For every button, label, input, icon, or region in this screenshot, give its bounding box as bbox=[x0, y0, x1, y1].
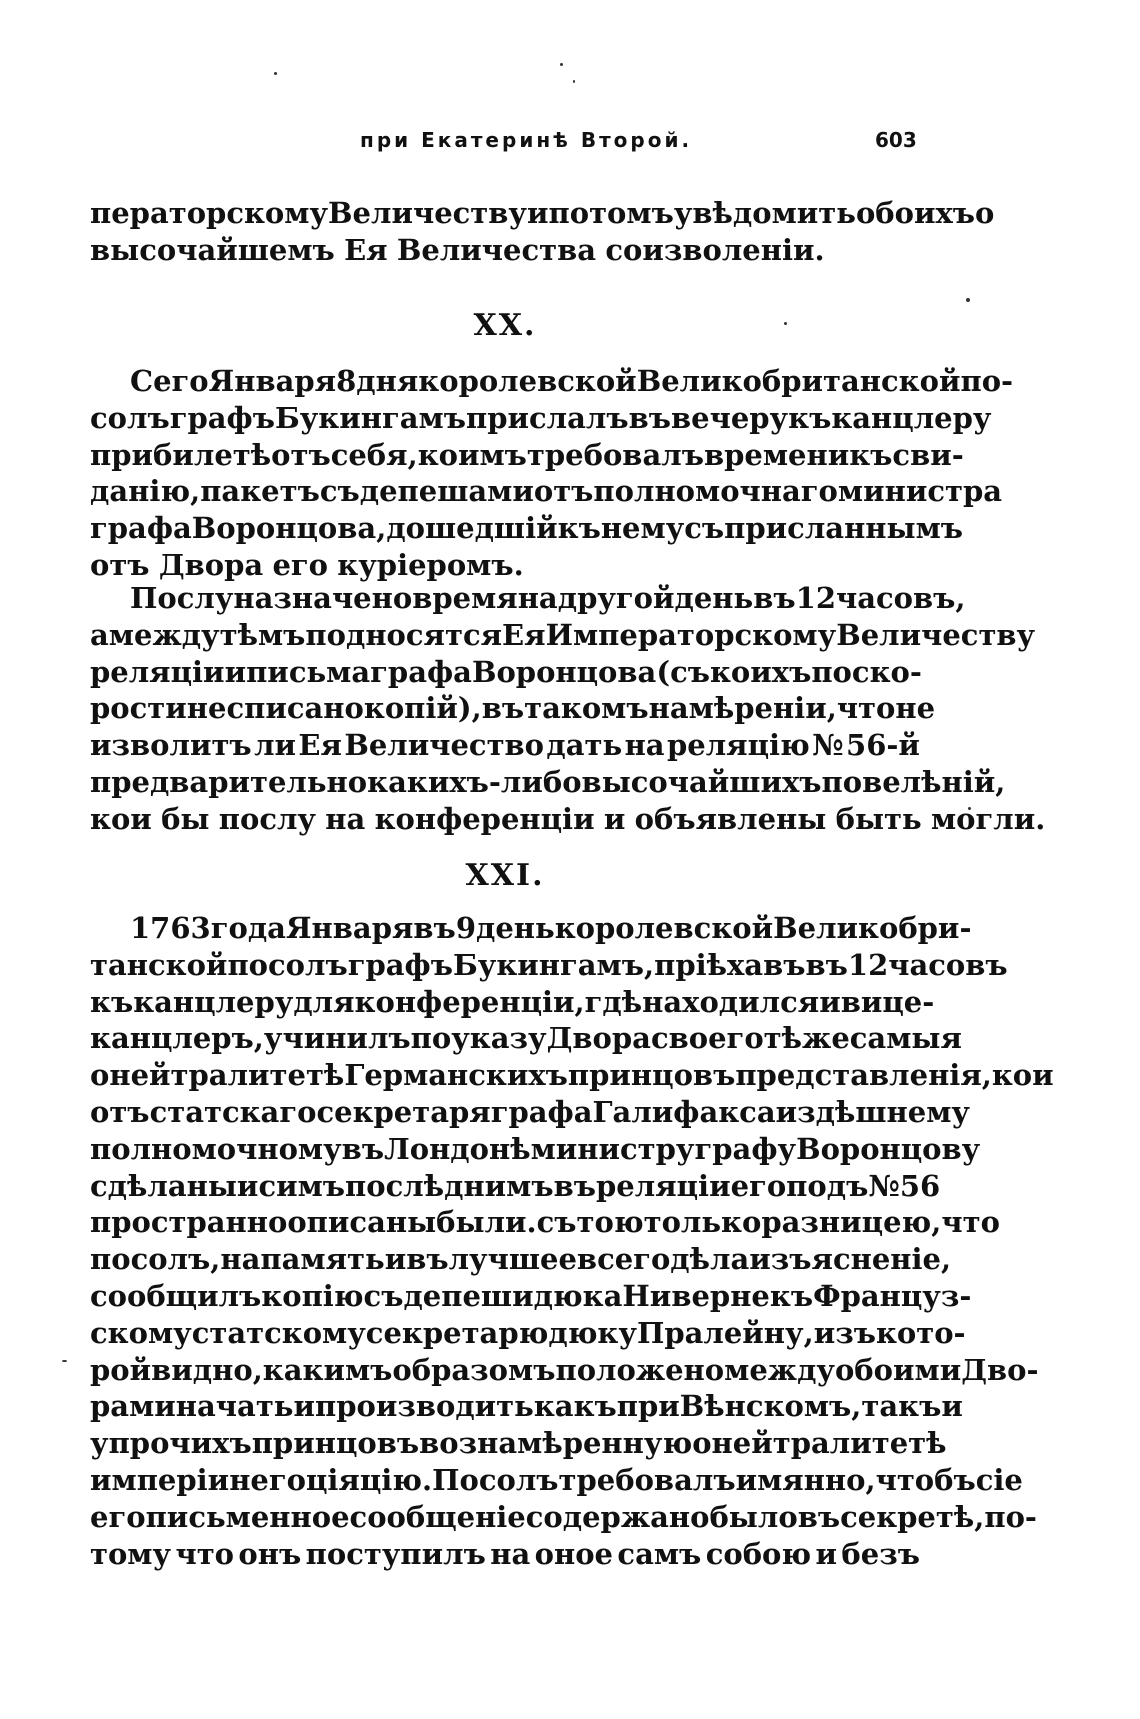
text-line: его письменное сообщеніе содержано было въ секретѣ, по- bbox=[90, 1499, 1037, 1534]
section-heading-xxi: XXI. bbox=[465, 858, 545, 893]
text-line: танской посолъ графъ Букингамъ, пріѣхавъ въ 12 часовъ bbox=[90, 947, 1008, 982]
text-line: рой видно, какимъ образомъ положено между обоими Дво- bbox=[90, 1352, 1039, 1387]
continuation-paragraph bbox=[90, 195, 995, 269]
text-line: сдѣланы и симъ послѣднимъ въ реляціи его подъ № 56 bbox=[90, 1168, 941, 1203]
text-line: у прочихъ принцовъ вознамѣренную о нейтралитетѣ bbox=[90, 1426, 947, 1461]
text-line: канцлеръ, учинилъ по указу Двора своего тѣже самыя bbox=[90, 1021, 962, 1056]
text-line: высочайшемъ Ея Величества соизволеніи. bbox=[90, 232, 825, 267]
running-head bbox=[0, 128, 1140, 158]
text-line: отъ статскаго секретаря графа Галифакса и здѣшнему bbox=[90, 1094, 970, 1129]
section-xx-paragraph-2 bbox=[90, 580, 1046, 838]
text-line: полномочному въ Лондонѣ министру графу Воронцову bbox=[90, 1131, 981, 1166]
text-line: скому статскому секретарю дюку Пралейну, изъ кото- bbox=[90, 1315, 966, 1350]
text-line: предварительно какихъ-либо высочайшихъ повелѣній, bbox=[90, 764, 1006, 799]
text-line: посолъ, на память и въ лучшее всего дѣла изъясненіе, bbox=[90, 1242, 952, 1277]
text-line: а между тѣмъ подносятся Ея Императорскому Величеству bbox=[90, 617, 1036, 652]
text-line: рости не списано копій), въ такомъ намѣреніи, что не bbox=[90, 691, 936, 726]
page-number: 603 bbox=[875, 128, 917, 152]
section-xx-paragraph-1 bbox=[90, 363, 1014, 584]
text-line: пространно описаны были. съ тою только разницею, что bbox=[90, 1205, 1000, 1240]
text-line: ператорскому Величеству и потомъ увѣдомить обоихъ о bbox=[90, 196, 995, 230]
text-line: графа Воронцова, дошедшій къ нему съ присланнымъ bbox=[90, 511, 964, 546]
text-line: изволитъ ли Ея Величество дать на реляцію № 56-й bbox=[90, 728, 920, 763]
text-line: имперіи негоціяцію. Посолъ требовалъ имянно, чтобъ сіе bbox=[90, 1462, 1023, 1497]
text-line: отъ Двора его куріеромъ. bbox=[90, 547, 524, 582]
section-heading-xx: XX. bbox=[473, 308, 537, 343]
text-line: кои бы послу на конференціи и объявлены быть могли. bbox=[90, 801, 1046, 836]
section-xxi-paragraph-1 bbox=[90, 910, 1054, 1572]
text-line: Сего Января 8 дня королевской Великобританской по- bbox=[130, 364, 1014, 398]
running-title: при Екатеринѣ Второй. bbox=[360, 128, 693, 152]
text-line: рами начать и производить какъ при Вѣнскомъ, такъ и bbox=[90, 1389, 963, 1424]
text-line: реляціи и письма графа Воронцова (съ коихъ по ско- bbox=[90, 654, 922, 689]
text-line: тому что онъ поступилъ на оное самъ собою и безъ bbox=[90, 1536, 920, 1571]
text-line: къ канцлеру для конференціи, гдѣ находился и вице- bbox=[90, 984, 935, 1019]
text-line: 1763 года Января въ 9 день королевской Великобри- bbox=[130, 911, 972, 945]
text-line: при билетѣ отъ себя, коимъ требовалъ времени къ сви- bbox=[90, 437, 964, 472]
text-line: Послу назначено время на другой день въ 12 часовъ, bbox=[130, 581, 966, 615]
text-line: солъ графъ Букингамъ прислалъ въ вечеру къ канцлеру bbox=[90, 400, 992, 435]
text-line: сообщилъ копію съ депеши дюка Ниверне къ Француз- bbox=[90, 1278, 972, 1313]
text-line: о нейтралитетѣ Германскихъ принцовъ представленія, кои bbox=[90, 1058, 1054, 1093]
text-line: данію, пакетъ съ депешами отъ полномочнаго министра bbox=[90, 474, 1003, 509]
